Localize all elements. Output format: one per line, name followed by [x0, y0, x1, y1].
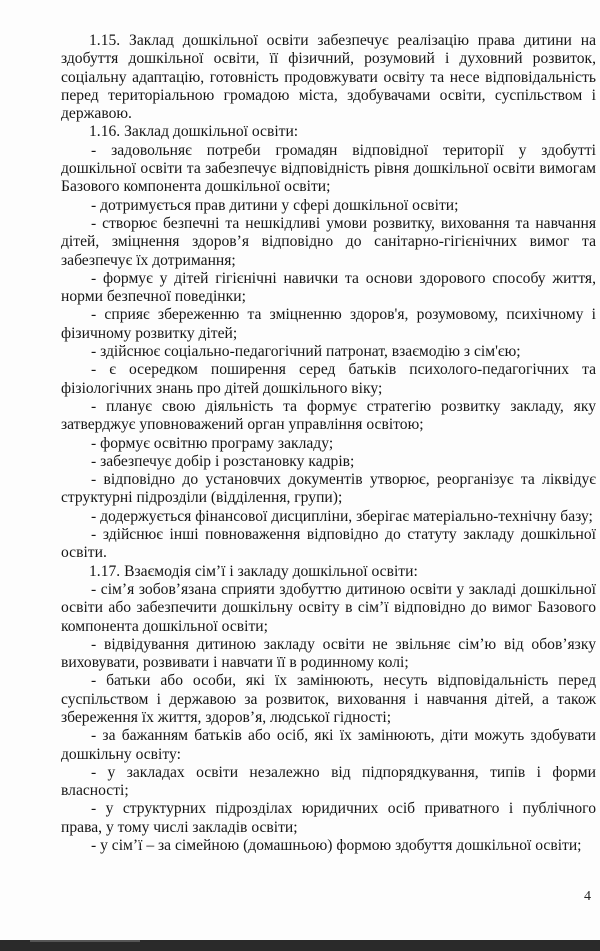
page-number: 4 [584, 889, 591, 904]
scan-bottom-edge [0, 940, 600, 951]
list-item: - забезпечує добір і розстановку кадрів; [91, 452, 355, 470]
list-item: - додержується фінансової дисципліни, зберігає матеріально-технічну базу; [91, 507, 593, 525]
paragraph-1-15: 1.15. Заклад дошкільної освіти забезпечує реалізацію права дитини на здобуття дошкільної освіти, її фізичний, розумовий і духовний розвиток, соціальну адаптацію, готовність продовжувати освіту та несе відповідальність перед територіальною громадою міста, здобувачами освіти, суспільством і державою. [61, 32, 596, 123]
list-item: - формує у дітей гігієнічні навички та основи здорового способу життя, норми безпечної поведінки; [61, 269, 596, 306]
list-item: - створює безпечні та нешкідливі умови розвитку, виховання та навчання дітей, зміцнення здоров’я відповідно до санітарно-гігієнічних вимог та забезпечує їх дотримання; [61, 214, 596, 269]
list-item: - є осередком поширення серед батьків психолого-педагогічних та фізіологічних знань про дітей дошкільного віку; [61, 361, 596, 397]
list-item: - у структурних підрозділах юридичних осіб приватного і публічного права, у тому числі закладів освіти; [61, 800, 596, 836]
list-item: - здійснює інші повноваження відповідно до статуту закладу дошкільної освіти. [61, 526, 596, 562]
list-item: - відвідування дитиною закладу освіти не звільняє сім’ю від обов’язку виховувати, розвивати і навчати її в родинному колі; [61, 635, 596, 672]
list-item: - у сім’ї – за сімейною (домашньою) формою здобуття дошкільної освіти; [91, 837, 582, 855]
list-item: - відповідно до установчих документів утворює, реорганізує та ліквідує структурні підрозділи (відділення, групи); [61, 471, 596, 507]
list-item: - сім’я зобов’язана сприяти здобуттю дитиною освіти у закладі дошкільної освіти або забезпечити дошкільну освіту в сім’ї відповідно до вимог Базового компонента дошкільної освіти; [61, 580, 596, 635]
paragraph-1-17-heading: 1.17. Взаємодія сім’ї і закладу дошкільної освіти: [89, 562, 418, 580]
paragraph-1-16-heading: 1.16. Заклад дошкільної освіти: [89, 123, 299, 141]
list-item: - батьки або особи, які їх замінюють, несуть відповідальність перед суспільством і державою за розвиток, виховання і навчання дітей, а також збереження їх життя, здоров’я, людської гідності; [61, 672, 596, 726]
document-body [61, 32, 596, 855]
list-item: - планує свою діяльність та формує стратегію розвитку закладу, яку затверджує уповноважений орган управління освітою; [61, 397, 596, 434]
list-item: - здійснює соціально-педагогічний патронат, взаємодію з сім'єю; [91, 343, 521, 361]
list-item: - задовольняє потреби громадян відповідної території у здобутті дошкільної освіти та забезпечує відповідність рівня дошкільної освіти вимогам Базового компонента дошкільної освіти; [61, 141, 596, 196]
list-item: - формує освітню програму закладу; [91, 434, 334, 452]
list-item: - дотримується прав дитини у сфері дошкільної освіти; [91, 196, 459, 214]
list-item: - за бажанням батьків або осіб, які їх замінюють, діти можуть здобувати дошкільну освіту: [61, 727, 596, 763]
list-item: - сприяє збереженню та зміцненню здоров'я, розумовому, психічному і фізичному розвитку дітей; [61, 306, 596, 342]
list-item: - у закладах освіти незалежно від підпорядкування, типів і форми власності; [61, 763, 596, 800]
scan-fold-mark [30, 940, 140, 942]
